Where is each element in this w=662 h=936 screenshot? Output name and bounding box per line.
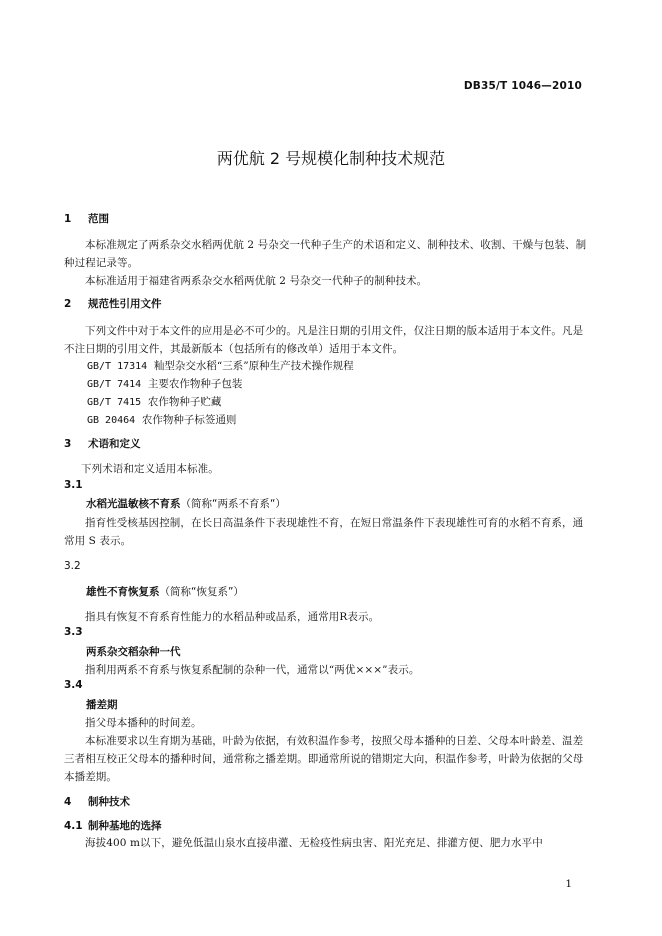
term-number: 3.1 <box>64 479 83 491</box>
document-number: DB35/T 1046—2010 <box>463 80 582 92</box>
term-title: 雄性不育恢复系 <box>86 586 160 598</box>
section-2-heading <box>64 296 162 311</box>
reference-title: 农作物种子贮藏 <box>147 396 222 408</box>
term-number: 3.3 <box>64 626 83 638</box>
term-name <box>86 496 286 511</box>
section-title: 制种技术 <box>88 796 130 808</box>
section-3-intro: 下列术语和定义适用本标准。 <box>81 463 219 475</box>
reference-item <box>87 412 236 427</box>
term-definition: 指育性受核基因控制，在长日高温条件下表现雄性不育，在短日常温条件下表现雄性可育的水稻不育系，通常用 S 表示。 <box>64 517 584 547</box>
document-title: 两优航 2 号规模化制种技术规范 <box>216 149 446 168</box>
term-alias: （简称“两系不育系“） <box>180 498 286 510</box>
section-3-heading <box>64 436 141 451</box>
reference-code: GB/T 7415 <box>87 397 142 408</box>
reference-item <box>87 376 242 391</box>
term-definition: 指具有恢复不育系育性能力的水稻品种或品系，通常用R表示。 <box>85 611 380 623</box>
term-definition: 指父母本播种的时间差。 <box>85 717 202 729</box>
term-number: 3.4 <box>64 679 83 691</box>
term-name <box>86 644 181 659</box>
section-1-paragraph-2: 本标准适用于福建省两系杂交水稻两优航 2 号杂交一代种子的制种技术。 <box>85 275 428 287</box>
term-name <box>86 584 244 599</box>
term-title: 播差期 <box>86 699 118 711</box>
page-number: 1 <box>565 878 572 890</box>
section-4-heading <box>64 794 130 809</box>
section-title: 规范性引用文件 <box>88 298 162 310</box>
section-number: 4 <box>64 796 72 808</box>
term-title: 水稻光温敏核不育系 <box>86 498 181 510</box>
reference-title: 籼型杂交水稻“三系”原种生产技术操作规程 <box>153 360 354 372</box>
section-number: 1 <box>64 213 72 225</box>
section-number: 2 <box>64 298 72 310</box>
subsection-4-1-heading <box>64 818 162 833</box>
term-definition: 指利用两系不育系与恢复系配制的杂种一代，通常以“两优×××”表示。 <box>85 664 420 676</box>
subsection-4-1-text: 海拔400 m以下，避免低温山泉水直接串灌、无检疫性病虫害、阳光充足、排灌方便、肥力水平中 <box>85 837 543 849</box>
term-title: 两系杂交稻杂种一代 <box>86 646 181 658</box>
subsection-title: 制种基地的选择 <box>88 820 162 832</box>
term-alias: （简称“恢复系”） <box>159 586 244 598</box>
reference-title: 农作物种子标签通则 <box>141 414 237 426</box>
section-2-intro: 下列文件中对于本文件的应用是必不可少的。凡是注日期的引用文件，仅注日期的版本适用于本文件。凡是不注日期的引用文件，其最新版本（包括所有的修改单）适用于本文件。 <box>64 325 584 355</box>
reference-item <box>87 358 354 373</box>
subsection-number: 4.1 <box>64 820 83 832</box>
term-definition-detail: 本标准要求以生育期为基础，叶龄为依据，有效积温作参考，按照父母本播种的日差、父母本叶龄差、温差三者相互校正父母本的播种时间，通常称之播差期。即通常所说的错期定大向，积温作参考，叶龄为依据的父母本播差期。 <box>64 735 584 783</box>
term-number: 3.2 <box>64 560 81 572</box>
section-1-heading <box>64 211 109 226</box>
section-title: 术语和定义 <box>88 438 141 450</box>
reference-title: 主要农作物种子包装 <box>147 378 243 390</box>
section-number: 3 <box>64 438 72 450</box>
reference-code: GB/T 7414 <box>87 379 142 390</box>
term-name <box>86 697 118 712</box>
reference-code: GB 20464 <box>87 415 136 426</box>
reference-code: GB/T 17314 <box>87 361 148 372</box>
reference-item <box>87 394 221 409</box>
section-title: 范围 <box>88 213 109 225</box>
section-1-paragraph-1: 本标准规定了两系杂交水稻两优航 2 号杂交一代种子生产的术语和定义、制种技术、收割、干燥与包装、制种过程记录等。 <box>64 239 587 269</box>
